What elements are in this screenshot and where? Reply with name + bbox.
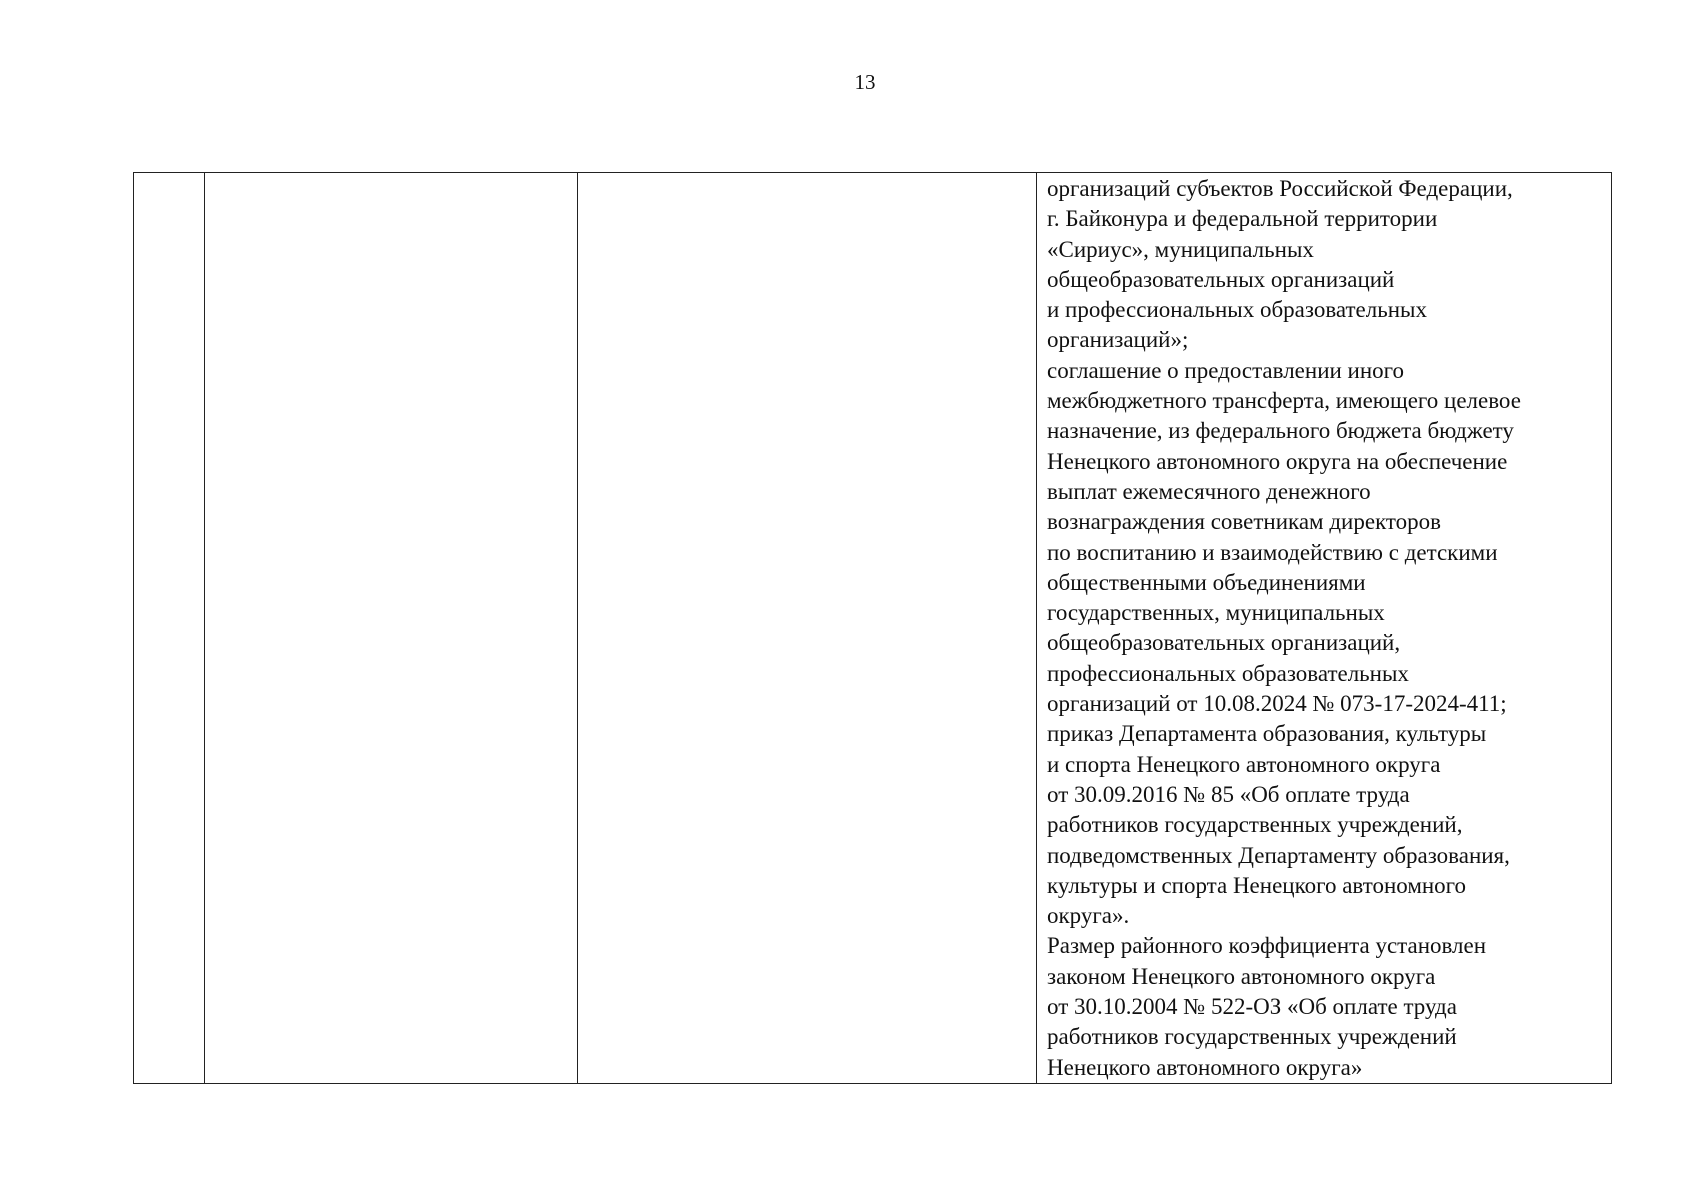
- text-line: межбюджетного трансферта, имеющего целевое: [1047, 388, 1521, 414]
- text-line: «Сириус», муниципальных: [1047, 236, 1314, 262]
- table-row: [134, 173, 1612, 1084]
- text-line: Ненецкого автономного округа»: [1047, 1054, 1363, 1080]
- text-line: Размер районного коэффициента установлен: [1047, 933, 1487, 959]
- text-line: выплат ежемесячного денежного: [1047, 478, 1371, 504]
- text-line: округа».: [1047, 903, 1130, 929]
- text-line: организаций от 10.08.2024 № 073-17-2024-411;: [1047, 691, 1507, 717]
- text-line: вознаграждения советникам директоров: [1047, 509, 1442, 535]
- legal-basis-text: [1037, 173, 1611, 1083]
- text-line: назначение, из федерального бюджета бюджету: [1047, 418, 1514, 444]
- text-line: и спорта Ненецкого автономного округа: [1047, 751, 1441, 777]
- text-line: г. Байконура и федеральной территории: [1047, 206, 1438, 232]
- text-line: подведомственных Департаменту образования,: [1047, 842, 1510, 868]
- text-line: от 30.10.2004 № 522-ОЗ «Об оплате труда: [1047, 994, 1457, 1020]
- text-line: государственных, муниципальных: [1047, 600, 1385, 626]
- text-line: Ненецкого автономного округа на обеспечение: [1047, 448, 1508, 474]
- text-line: организаций»;: [1047, 327, 1189, 353]
- page-number: 13: [854, 70, 876, 94]
- text-line: по воспитанию и взаимодействию с детскими: [1047, 539, 1498, 565]
- document-table: [133, 172, 1612, 1084]
- text-line: общеобразовательных организаций,: [1047, 630, 1401, 656]
- text-line: культуры и спорта Ненецкого автономного: [1047, 872, 1467, 898]
- text-line: от 30.09.2016 № 85 «Об оплате труда: [1047, 781, 1410, 807]
- text-line: и профессиональных образовательных: [1047, 297, 1427, 323]
- text-line: работников государственных учреждений,: [1047, 812, 1463, 838]
- text-line: общественными объединениями: [1047, 569, 1366, 595]
- text-line: соглашение о предоставлении иного: [1047, 357, 1405, 383]
- text-line: работников государственных учреждений: [1047, 1024, 1457, 1050]
- text-line: организаций субъектов Российской Федерации,: [1047, 176, 1513, 201]
- table-cell-number: [134, 173, 205, 1084]
- text-line: законом Ненецкого автономного округа: [1047, 963, 1436, 989]
- text-line: приказ Департамента образования, культуры: [1047, 721, 1487, 747]
- table-cell-legal-basis: [1037, 173, 1612, 1084]
- table-cell-2: [205, 173, 578, 1084]
- text-line: общеобразовательных организаций: [1047, 266, 1395, 292]
- text-line: профессиональных образовательных: [1047, 660, 1409, 686]
- table-cell-3: [578, 173, 1037, 1084]
